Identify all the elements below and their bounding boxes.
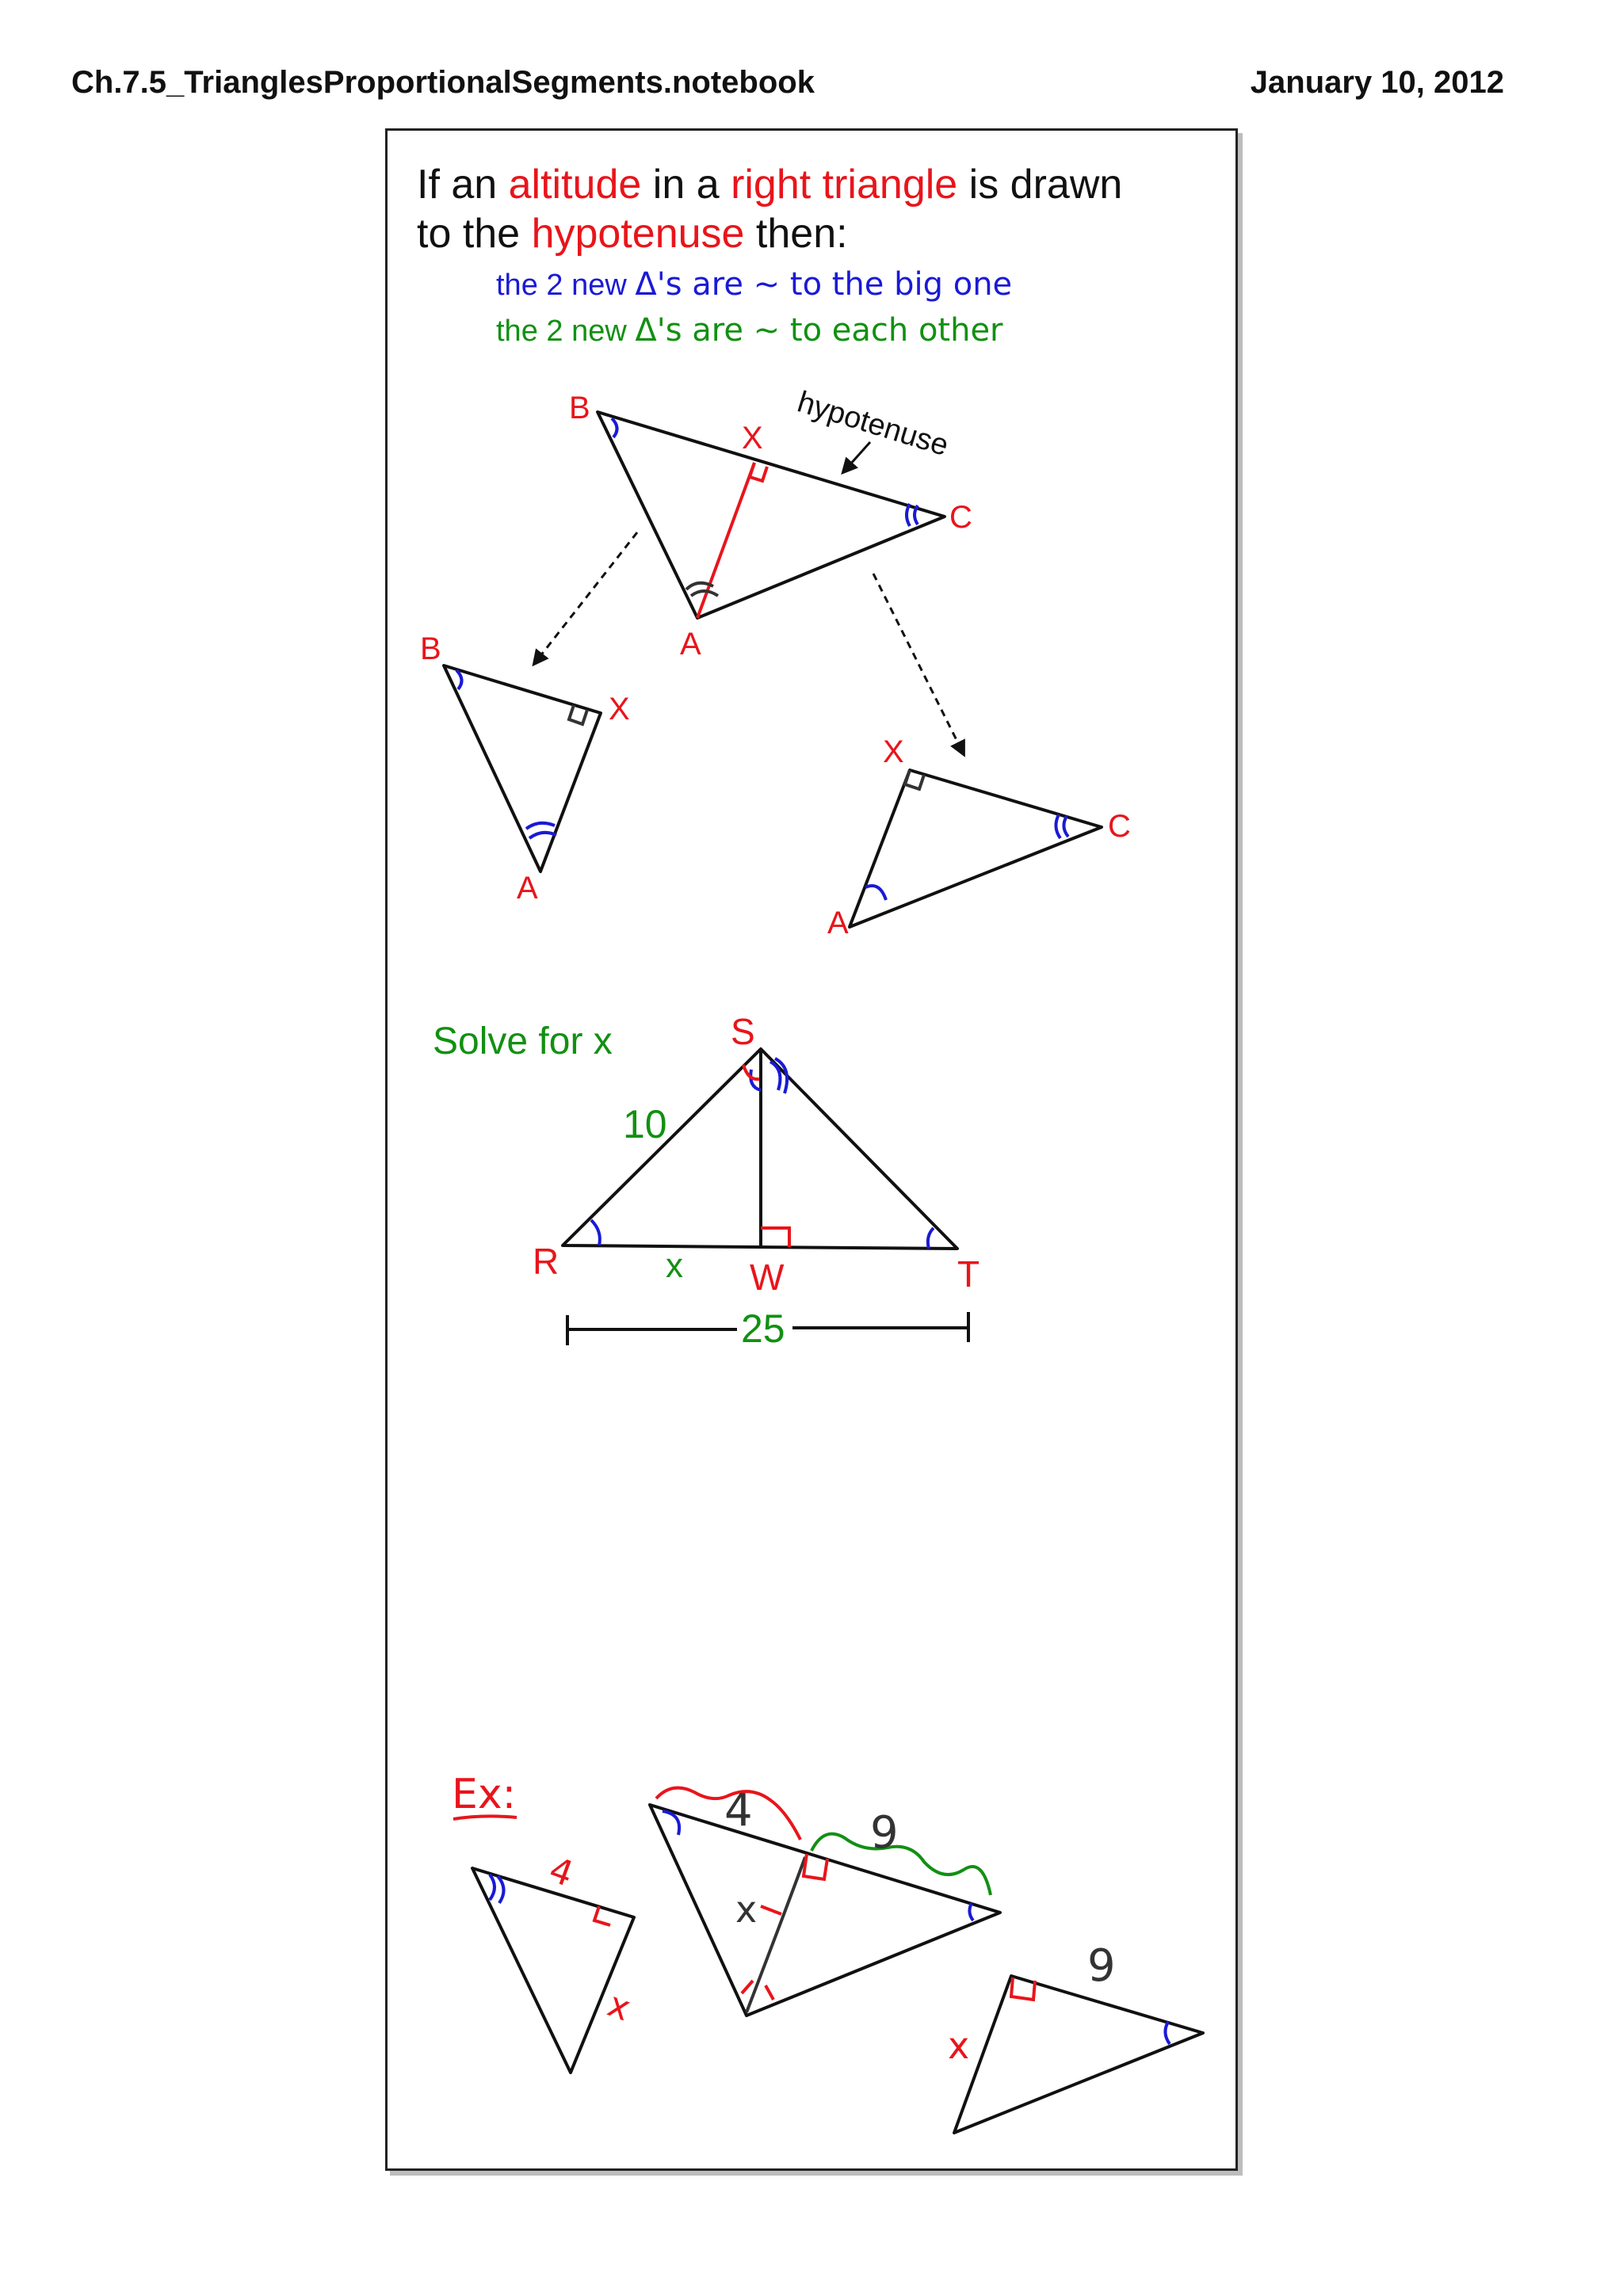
vertex-s-label: S [731, 1011, 755, 1052]
side-rs-length: 10 [623, 1102, 667, 1146]
example-big-seg-4: 4 [724, 1785, 753, 1836]
small-triangle-left [420, 631, 630, 906]
example-big-triangle [650, 1785, 1000, 2016]
page-date: January 10, 2012 [1250, 65, 1504, 100]
right-angle-w [761, 1228, 789, 1247]
vertex-x-label: X [742, 421, 763, 456]
example-small-side-4: 4 [544, 1849, 579, 1895]
notebook-filename: Ch.7.5_TrianglesProportionalSegments.notebook [71, 65, 815, 100]
altitude-line [747, 1857, 805, 2012]
small-triangle-right [827, 734, 1131, 940]
vertex-a-label: A [827, 906, 849, 940]
example-big-seg-9: 9 [870, 1807, 899, 1859]
big-right-triangle [569, 385, 972, 662]
vertex-b-label: B [420, 631, 441, 666]
theorem-line-2: to the hypotenuse then: [417, 211, 848, 257]
vertex-t-label: T [957, 1253, 980, 1295]
segment-rw-x: x [666, 1246, 683, 1285]
vertex-r-label: R [533, 1241, 559, 1282]
example-small-triangle [472, 1849, 636, 2073]
vertex-x-label: X [609, 692, 630, 727]
altitude-line [697, 463, 754, 618]
example-right-side-x: x [948, 2024, 970, 2067]
vertex-a-label: A [680, 627, 701, 662]
vertex-x-label: X [883, 734, 904, 769]
vertex-c-label: C [949, 500, 972, 535]
example-big-altitude-x: x [735, 1888, 758, 1931]
example-small-side-x: x [602, 1984, 636, 2030]
hypotenuse-arrow [843, 442, 870, 472]
vertex-b-label: B [569, 391, 590, 425]
angle-b-arc [612, 418, 617, 437]
vertex-w-label: W [750, 1257, 785, 1298]
hypotenuse-label: hypotenuse [793, 385, 953, 463]
dashed-arrow-right [873, 574, 964, 754]
bullet-similar-to-big: the 2 new Δ's are ~ to the big one [496, 266, 1013, 303]
dashed-arrow-left [534, 532, 637, 664]
right-angle-mark [750, 463, 767, 481]
example-right-side-9: 9 [1087, 1940, 1116, 1992]
solve-for-x-title: Solve for x [433, 1020, 613, 1062]
vertex-a-label: A [517, 871, 538, 906]
vertex-c-label: C [1108, 809, 1131, 844]
theorem-line-1: If an altitude in a right triangle is drawn [417, 162, 1123, 208]
bullet-similar-to-each-other: the 2 new Δ's are ~ to each other [496, 312, 1003, 349]
segment-rt-length: 25 [741, 1306, 785, 1351]
example-right-triangle [948, 1940, 1203, 2133]
example-label: Ex: [452, 1771, 517, 1818]
angle-a-arc [686, 583, 718, 596]
